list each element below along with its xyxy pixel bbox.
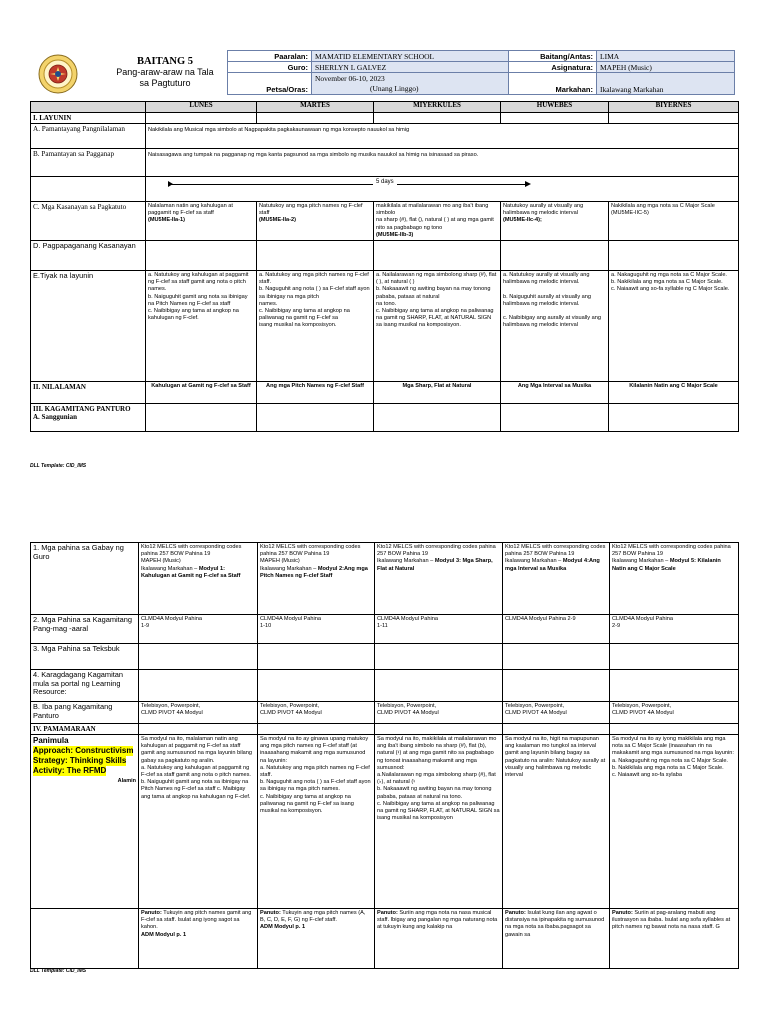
empty-cell: [375, 724, 503, 735]
kagamitan-pahina-cell: CLMD4A Modyul Pahina 2-9: [503, 615, 610, 644]
pamantayang-row: [31, 124, 739, 149]
gabay-cell: [375, 543, 503, 615]
kasanayan-cell: [609, 202, 739, 241]
empty-cell: [146, 113, 257, 124]
pamantayang-label: A. Pamantayang Pangnilalaman: [31, 124, 146, 149]
panuto-label: Panuto:: [260, 910, 281, 916]
panuto-cell: [503, 909, 610, 969]
days-header-row: [31, 102, 739, 113]
empty-cell: [146, 404, 257, 432]
nilalaman-cell: Ang mga Pitch Names ng F-clef Staff: [257, 382, 374, 404]
tiyak-cell: a. Natutukoy aurally at visually ang halimbawa ng melodic interval. b. Naiguguhit aurally at visually ang halimbawa ng melodic interval. c. Naibibigay ang aurally at visually ang halimbawa ng melodic interval: [501, 271, 609, 382]
date-value-cell: [312, 73, 509, 95]
panuto-text: Suriin ang mga nota na nasa musical staff. Ibigay ang pangalan ng mga naturang nota at tukuyin kung ang kalakip na: [377, 910, 498, 931]
iba-cell: Telebisyon, Powerpoint, CLMD PIVOT 4A Modyul: [610, 702, 739, 724]
layunin-row: [31, 113, 739, 124]
empty-cell: [375, 670, 503, 702]
teksbuk-row: [31, 644, 739, 670]
header-title-block: [90, 56, 240, 89]
template-footer: DLL Template: CID_IMS: [30, 968, 87, 974]
days-arrow-cell: [146, 177, 739, 202]
kasanayan-text: Natutukoy ang mga pitch names ng F-clef staff: [259, 203, 363, 217]
karagdagang-row: [31, 670, 739, 702]
panuto-label: Panuto:: [141, 910, 162, 916]
kasanayan-text: Nalalaman natin ang kahulugan at paggamit ng F-clef sa staff: [148, 203, 233, 217]
week-value: (Unang Linggo): [370, 83, 419, 93]
empty-cell: [257, 404, 374, 432]
empty-cell: [258, 670, 375, 702]
gabay-row: [31, 543, 739, 615]
gabay-module: Modyul 2:Ang mga Pitch Names ng F-clef Staff: [260, 565, 368, 579]
gabay-module: Modyul 5: Kilalanin Natin ang C Major Scale: [612, 558, 721, 572]
nilalaman-cell: Mga Sharp, Flat at Natural: [374, 382, 501, 404]
empty-cell: [609, 404, 739, 432]
iba-cell: Telebisyon, Powerpoint, CLMD PIVOT 4A Modyul: [503, 702, 610, 724]
day-header: HUWEBES: [501, 102, 609, 113]
empty-cell: [501, 404, 609, 432]
tiyak-cell: a. Nakaguguhit ng mga nota sa C Major Scale. b. Nakikilala ang mga nota sa C Major Scale. c. Naiaawit ang so-fa syllable ng C Major Scale.: [609, 271, 739, 382]
iba-cell: Telebisyon, Powerpoint, CLMD PIVOT 4A Modyul: [258, 702, 375, 724]
empty-cell: [501, 241, 609, 271]
empty-cell: [503, 644, 610, 670]
empty-cell: [610, 670, 739, 702]
grade-level-label: Baitang/Antas:: [509, 51, 597, 62]
dll-subtitle-2: sa Pagtuturo: [139, 78, 191, 88]
dll-subtitle-1: Pang-araw-araw na Tala: [116, 67, 214, 77]
panuto-cell: [139, 909, 258, 969]
empty-cell: [374, 404, 501, 432]
kasanayan-cell: [501, 202, 609, 241]
teksbuk-label: 3. Mga Pahina sa Teksbuk: [31, 644, 139, 670]
section-kagamitan-cell: [31, 404, 146, 432]
empty-cell: [146, 241, 257, 271]
gabay-cell: [503, 543, 610, 615]
section-layunin: I. LAYUNIN: [31, 113, 146, 124]
panimula-cell: Sa modyul na ito, malalaman natin ang kahulugan at paggamit ng F-clef sa staff gamit ang sumusunod na mga layunin bilang gabay sa pagkatuto ng aralin. a. Natutukoy ang kahulugan at paggamit ng F-clef sa staff gamit ang nota o pitch names. b. Naiguguhit gamit ang nota sa ibinigay na Pitch Names ng F-clef sa staff c. Maibigay ang tama at angkop na kahulugan ng F-clef.: [139, 735, 258, 909]
day-header: MARTES: [257, 102, 374, 113]
panimula-cell: Sa modyul na ito, makikilala at mailalarawan mo ang iba't ibang simbolo na sharp (#), flat (b), natural (♮) at ang mga gamit nito sa pagbabago ng tonoat inaasahang makamit ang mga sumusnod: a.Nailalarawan ng mga simbolong sharp (#), flat (♭), at natural (♮ b. Nakaaawit ng awiting bayan na may tonong pababa, pataas at natural na tono. c. Naibibigay ang tama at angkop na paliwanag na gamit ng SHARP, FLAT, at NATURAL SIGN sa isang musikal na komposisyon: [375, 735, 503, 909]
empty-cell: [374, 113, 501, 124]
pamamaraan-row: [31, 724, 739, 735]
gabay-module: Modyul 1: Kahulugan at Gamit ng F-clef sa Staff: [141, 565, 241, 579]
info-row-school: [228, 51, 735, 62]
kasanayan-text: Natutukoy aurally at visually ang halimbawa ng melodic interval: [503, 203, 584, 217]
panuto-label: Panuto:: [612, 910, 633, 916]
sanggunian-label: A. Sanggunian: [33, 413, 77, 422]
subject-value: MAPEH (Music): [597, 62, 735, 73]
kasanayan-text: makikilala at mailalarawan mo ang iba't ibang simbolo na sharp (#), flat (), natural ( ) at ang mga gamit nito sa pagbabago ng tono: [376, 203, 494, 231]
day-header: BIYERNES: [609, 102, 739, 113]
nilalaman-cell: Ang Mga Interval sa Musika: [501, 382, 609, 404]
panuto-label: Panuto:: [377, 910, 398, 916]
tiyak-row: [31, 271, 739, 382]
approach-label: Approach: Constructivism: [33, 746, 134, 755]
arrow-right-icon: [168, 184, 526, 185]
kasanayan-code: (MU5ME-IIc-4);: [503, 217, 542, 224]
date-value: November 06-10, 2023: [315, 73, 385, 83]
kagamitan-pahina-cell: CLMD4A Modyul Pahina 1-11: [375, 615, 503, 644]
panimula-label: Panimula: [33, 736, 69, 745]
kagamitan-pahina-label: 2. Mga Pahina sa Kagamitang Pang-mag -aaral: [31, 615, 139, 644]
empty-cell: [139, 670, 258, 702]
days-arrow: [148, 178, 736, 190]
kasanayan-row: [31, 202, 739, 241]
alamin-label: Alamin: [117, 777, 136, 784]
empty-cell: [139, 644, 258, 670]
pagpapaganang-row: [31, 241, 739, 271]
pagganap-row: [31, 149, 739, 177]
panimula-row: [31, 735, 739, 909]
empty-cell: [375, 644, 503, 670]
gabay-text: Kto12 MELCS with corresponding codes pahina 257 BOW Pahina 19 MAPEH (Music) Ikalawang Markahan –: [141, 544, 242, 572]
panuto-cell: [375, 909, 503, 969]
panuto-label: Panuto:: [505, 910, 526, 916]
pagganap-text: Naisasagawa ang tumpak na pagganap ng mga kanta pagsunod sa mga simbolo ng musika nauukol sa himig na isinasaad sa piraso.: [146, 149, 739, 177]
iba-cell: Telebisyon, Powerpoint, CLMD PIVOT 4A Modyul: [139, 702, 258, 724]
school-value: MAMATID ELEMENTARY SCHOOL: [312, 51, 509, 62]
gabay-text: Kto12 MELCS with corresponding codes pahina 257 BOW Pahina 19 MAPEH (Music) Ikalawang Markahan –: [260, 544, 361, 572]
info-row-date: [228, 73, 735, 95]
panuto-text: Suriin at pag-aralang mabuti ang ilustrasyon sa ibaba. Isulat ang sofa syllables at pitch names ng bawat nota na nasa staff. G: [612, 910, 731, 931]
kagamitan-pahina-cell: CLMD4A Modyul Pahina 2-9: [610, 615, 739, 644]
kagamitan-row: [31, 404, 739, 432]
nilalaman-cell: Kilalanin Natin ang C Major Scale: [609, 382, 739, 404]
day-header: LUNES: [146, 102, 257, 113]
deped-seal-icon: [38, 54, 78, 94]
nilalaman-row: [31, 382, 739, 404]
gabay-label: 1. Mga pahina sa Gabay ng Guro: [31, 543, 139, 615]
gabay-cell: [139, 543, 258, 615]
grade-level-value: LIMA: [597, 51, 735, 62]
panimula-cell: Sa modyul na ito ay iyong makikilala ang mga nota sa C Major Scale (inaasahan rin na makakamit ang mga sumusunod na mga layunin: a. Nakaguguhit ng mga nota sa C Major Scale. b. Nakikilala ang mga nota sa C Major Scale. c. Naiaawit ang so-fa sylaba: [610, 735, 739, 909]
gabay-module: Modyul 3: Mga Sharp, Flat at Natural: [377, 558, 493, 572]
iba-row: [31, 702, 739, 724]
document-header: [30, 50, 768, 98]
empty-cell: [31, 177, 146, 202]
kasanayan-label: C. Mga Kasanayan sa Pagkatuto: [31, 202, 146, 241]
panuto-row: [31, 909, 739, 969]
empty-cell: [503, 670, 610, 702]
karagdagang-label: 4. Karagdagang Kagamitan mula sa portal ng Learning Resource:: [31, 670, 139, 702]
kasanayan-cell: [257, 202, 374, 241]
header-info-table: [227, 50, 735, 95]
panuto-text: Tukuyin ang pitch names gamit ang F-clef sa staff. Isulat ang iyong sagot sa kahon.: [141, 910, 252, 931]
empty-cell: [31, 909, 139, 969]
section-kagamitan: III. KAGAMITANG PANTURO: [33, 405, 131, 414]
template-footer: DLL Template: CID_IMS: [30, 463, 87, 469]
section-pamamaraan: IV. PAMAMARAAN: [31, 724, 139, 735]
empty-cell: [139, 724, 258, 735]
empty-cell: [258, 724, 375, 735]
subject-label: Asignatura:: [509, 62, 597, 73]
gabay-text: Kto12 MELCS with corresponding codes pahina 257 BOW Pahina 19 Ikalawang Markahan –: [505, 544, 606, 565]
pamantayang-text: Nakikilala ang Musical mga simbolo at Nagpapakita pagkakaunawaan ng mga konsepto nauukol sa himig: [146, 124, 739, 149]
panuto-cell: [258, 909, 375, 969]
pagganap-label: B. Pamantayan sa Pagganap: [31, 149, 146, 177]
days-arrow-row: [31, 177, 739, 202]
kasanayan-cell: [374, 202, 501, 241]
empty-cell: [257, 113, 374, 124]
empty-cell: [610, 644, 739, 670]
tiyak-label: E.Tiyak na layunin: [31, 271, 146, 382]
kasanayan-text: Nakikilala ang mga nota sa C Major Scale (MU5ME-IIC-5): [611, 203, 715, 217]
tiyak-cell: a. Natutukoy ang kahulugan at paggamit ng F-clef sa staff gamit ang nota o pitch names. b. Naiguguhit gamit ang nota sa ibinigay na Pitch Names ng F-clef sa staff c. Naibibigay ang tama at angkop na kahulugan ng F-clef.: [146, 271, 257, 382]
kasanayan-cell: [146, 202, 257, 241]
nilalaman-cell: Kahulugan at Gamit ng F-clef sa Staff: [146, 382, 257, 404]
empty-cell: [610, 724, 739, 735]
info-row-teacher: [228, 62, 735, 73]
empty-cell: [374, 241, 501, 271]
iba-cell: Telebisyon, Powerpoint, CLMD PIVOT 4A Modyul: [375, 702, 503, 724]
kasanayan-code: (MU5ME-IIb-3): [376, 231, 414, 238]
empty-cell: [609, 113, 739, 124]
days-label: 5 days: [373, 179, 397, 186]
gabay-text: Kto12 MELCS with corresponding codes pahina 257 BOW Pahina 19 Ikalawang Markahan –: [377, 544, 496, 565]
corner-cell: [31, 102, 146, 113]
panimula-cell: Sa modyul na ito, higit na mapupunan ang kaalaman mo tungkol sa interval gamit ang layunin bilang bagay sa pagkatuto na aralin: Natutukoy aurally at visually ang halimbawa ng melodic interval: [503, 735, 610, 909]
panuto-text: Isulat kung ilan ang agwat o distansiya na ipinapakita ng sumusunod na mga nota sa ibaba.pagsagot sa gawain sa: [505, 910, 605, 938]
kagamitan-pahina-cell: CLMD4A Modyul Pahina 1-9: [139, 615, 258, 644]
quarter-label: Markahan:: [509, 73, 597, 95]
section-nilalaman: II. NILALAMAN: [31, 382, 146, 404]
iba-label: B. Iba pang Kagamitang Panturo: [31, 702, 139, 724]
dll-table-top: [30, 101, 739, 432]
tiyak-cell: a. Natutukoy ang mga pitch names ng F-clef staff. b. Naguguhit ang nota ( ) sa F-clef staff ayon sa ibinigay na mga pitch names. c. Naibibigay ang tama at angkop na paliwanag na gamit ng F-clef sa isang musikal na komposisyon.: [257, 271, 374, 382]
tiyak-cell: a. Nailalarawan ng mga simbolong sharp (#), flat ( ), at natural ( ) b. Nakaaawit ng awiting bayan na may tonong pababa, pataas at natural na tono. c. Naibibigay ang tama at angkop na paliwanag na gamit ng SHARP, FLAT, at NATURAL SIGN sa isang musikal na komposisyon.: [374, 271, 501, 382]
panuto-ref: ADM Modyul p. 1: [260, 924, 306, 931]
strategy-label: Strategy: Thinking Skills: [33, 756, 127, 766]
empty-cell: [609, 241, 739, 271]
panuto-ref: ADM Modyul p. 1: [141, 931, 187, 938]
panuto-cell: [610, 909, 739, 969]
kasanayan-code: (MU5ME-IIa-1): [148, 217, 185, 224]
panuto-text: Tukuyin ang mga pitch names (A, B, C, D, E, F, G) ng F-clef staff.: [260, 910, 366, 924]
gabay-text: Kto12 MELCS with corresponding codes pahina 257 BOW Pahina 19 Ikalawang Markahan –: [612, 544, 731, 565]
date-label: Petsa/Oras:: [228, 73, 312, 95]
kagamitan-pahina-cell: CLMD4A Modyul Pahina 1-10: [258, 615, 375, 644]
gabay-cell: [258, 543, 375, 615]
teacher-value: SHERLYN L GALVEZ: [312, 62, 509, 73]
panimula-cell: Sa modyul na ito ay ginawa upang matukoy ang mga pitch names ng F-clef staff (at inaasahang makamit ang mga sumusunod na layunin: a. Natutukoy ang mga pitch names ng F-clef staff. b. Naguguhit ang nota ( ) sa F-clef staff ayon sa ibinigay na mga pitch names. c. Naibibigay ang tama at angkop na paliwanag na gamit ng F-clef sa isang musikal na komposisyon.: [258, 735, 375, 909]
gabay-module: Modyul 4:Ang mga Interval sa Musika: [505, 558, 600, 572]
dll-table-bottom: [30, 542, 739, 969]
teacher-label: Guro:: [228, 62, 312, 73]
gabay-cell: [610, 543, 739, 615]
kasanayan-code: (MU5ME-IIa-2): [259, 217, 296, 224]
grade-title: BAITANG 5: [136, 56, 194, 67]
empty-cell: [501, 113, 609, 124]
empty-cell: [503, 724, 610, 735]
activity-label: Activity: The RFMD: [33, 766, 107, 776]
panimula-label-cell: [31, 735, 139, 909]
quarter-value: Ikalawang Markahan: [597, 73, 735, 95]
empty-cell: [258, 644, 375, 670]
empty-cell: [257, 241, 374, 271]
day-header: MIYERKULES: [374, 102, 501, 113]
school-label: Paaralan:: [228, 51, 312, 62]
pagpapaganang-label: D. Pagpapaganang Kasanayan: [31, 241, 146, 271]
kagamitan-pahina-row: [31, 615, 739, 644]
